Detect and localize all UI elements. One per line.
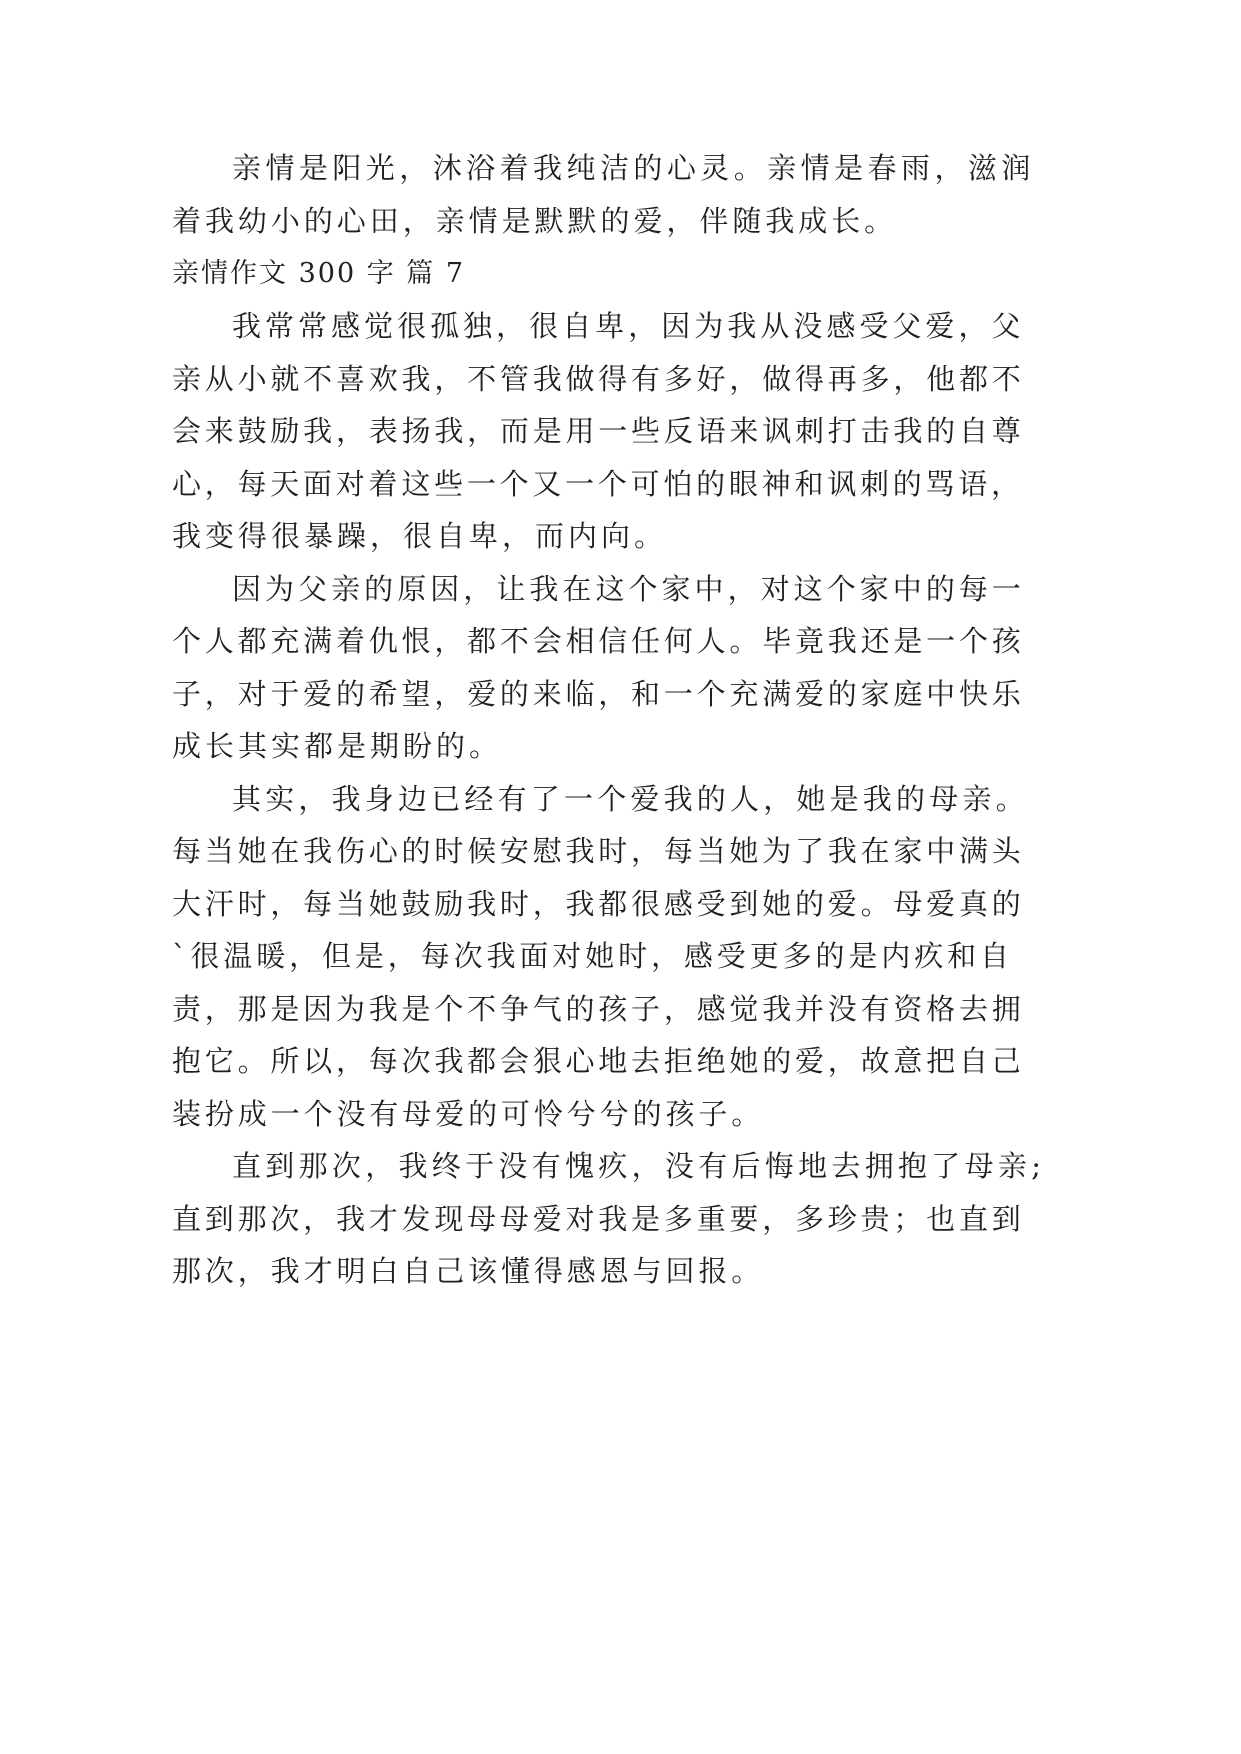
text-line: 心，每天面对着这些一个又一个可怕的眼神和讽刺的骂语， — [172, 467, 1024, 501]
text-line: 亲从小就不喜欢我，不管我做得有多好，做得再多，他都不 — [172, 362, 1025, 396]
text-line: 成长其实都是期盼的。 — [172, 729, 503, 763]
text-line: 其实，我身边已经有了一个爱我的人，她是我的母亲。 — [232, 782, 1029, 816]
text-line: 每当她在我伤心的时候安慰我时，每当她为了我在家中满头 — [172, 834, 1025, 868]
text-line: 我变得很暴躁，很自卑，而内向。 — [172, 519, 668, 553]
text-line: 抱它。所以，每次我都会狠心地去拒绝她的爱，故意把自己 — [172, 1044, 1025, 1078]
text-line: 因为父亲的原因，让我在这个家中，对这个家中的每一 — [232, 572, 1025, 606]
text-line: 大汗时，每当她鼓励我时，我都很感受到她的爱。母爱真的 — [172, 887, 1025, 921]
section-heading: 亲情作文 300 字 篇 7 — [172, 258, 466, 289]
text-line: 亲情是阳光，沐浴着我纯洁的心灵。亲情是春雨，滋润 — [232, 151, 1035, 185]
text-line: 我常常感觉很孤独，很自卑，因为我从没感受父爱，父 — [232, 309, 1025, 343]
text-line: 着我幼小的心田，亲情是默默的爱，伴随我成长。 — [172, 204, 898, 238]
text-line: 子，对于爱的希望，爱的来临，和一个充满爱的家庭中快乐 — [172, 677, 1025, 711]
text-line: 直到那次，我才发现母母爱对我是多重要，多珍贵；也直到 — [172, 1202, 1025, 1236]
text-line: `很温暖，但是，每次我面对她时，感受更多的是内疚和自 — [172, 939, 1013, 973]
text-line: 那次，我才明白自己该懂得感恩与回报。 — [172, 1254, 765, 1288]
text-line: 会来鼓励我，表扬我，而是用一些反语来讽刺打击我的自尊 — [172, 414, 1025, 448]
text-line: 个人都充满着仇恨，都不会相信任何人。毕竟我还是一个孩 — [172, 624, 1025, 658]
text-line: 责，那是因为我是个不争气的孩子，感觉我并没有资格去拥 — [172, 992, 1025, 1026]
text-line: 直到那次，我终于没有愧疚，没有后悔地去拥抱了母亲; — [232, 1149, 1046, 1183]
text-line: 装扮成一个没有母爱的可怜兮兮的孩子。 — [172, 1097, 765, 1131]
